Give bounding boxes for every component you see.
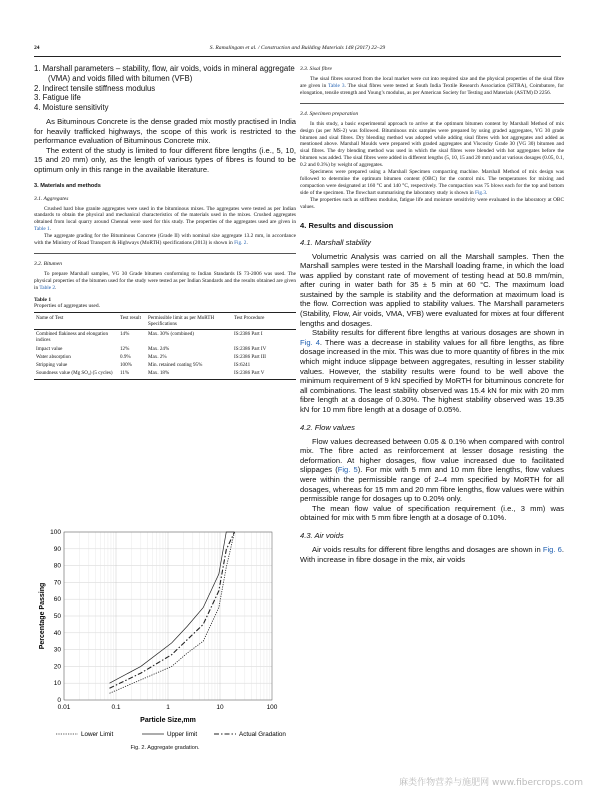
table-header: Permissible limit as per MoRTH Specifications	[146, 312, 232, 329]
figure-link[interactable]: Fig. 4	[300, 337, 320, 347]
table-row: Stripping value 100% Min. retained coating 95% IS:6241	[36, 361, 251, 368]
divider	[300, 103, 564, 104]
x-axis-label: Particle Size,mm	[140, 717, 196, 724]
journal-citation: S. Ramalingam et al. / Construction and Building Materials 148 (2017) 22–29	[209, 45, 386, 51]
right-column	[300, 62, 564, 564]
y-tick-label: 40	[53, 629, 61, 637]
y-tick-label: 60	[53, 596, 61, 604]
table-link[interactable]: Table 1	[34, 226, 50, 233]
aggregates-table	[34, 312, 296, 381]
list-item: 4. Moisture sensitivity	[34, 103, 109, 113]
figure-link[interactable]: Fig. 5	[337, 465, 358, 475]
subsection-heading: 4.2. Flow values	[300, 422, 355, 432]
y-tick-label: 20	[53, 663, 61, 671]
subsection-heading: 3.4. Specimen preparation	[300, 110, 359, 117]
paragraph: In this study, a basic experimental approach to arrive at the optimum bitumen content by Marshall Method of mix design (as per MS-2) was followed. Bituminous mix samples were prepared by using graded aggregates, VG 30 grade bitumen and sisal fibres. Dry blending method was adopted while adding sisal fibres with hot aggregates and added as mentioned above. Marshall Moulds were prepared with graded aggregates and Viscosity Grade 30 (VG 30) bitumen and sisal fibres. The dry blending method was used in which the sisal fibres were blended with hot aggregates before the bitumen was added. The sisal fibres were added in different lengths (5, 10, 15 and 20 mm) and at various dosages (0.05, 0.1, 0.2 and 0.3%) by weight of aggregates.	[300, 120, 564, 169]
list-item: 3. Fatigue life	[34, 93, 81, 103]
figure-link[interactable]: Fig. 6	[542, 544, 562, 554]
left-column	[34, 62, 296, 380]
y-tick-label: 10	[53, 680, 61, 688]
y-tick-label: 50	[53, 613, 61, 620]
table-caption	[34, 297, 296, 309]
y-tick-label: 80	[53, 562, 61, 570]
table-row: Impact value 12% Max. 24% IS:2386 Part IV	[36, 345, 267, 352]
x-tick-label: 10	[216, 704, 224, 711]
y-tick-label: 70	[53, 579, 61, 587]
subsection-heading: 4.1. Marshall stability	[300, 237, 371, 247]
paragraph: The extent of the study is limited to four different fibre lengths (i.e., 5, 10, 15 and 20 mm) only, as the length of various types of fibres is found to be optimum only in this range in the available literature.	[34, 145, 296, 174]
table-link[interactable]: Table 3	[328, 82, 345, 89]
table-title: Properties of aggregates used.	[34, 302, 100, 309]
aggregate-gradation-chart	[34, 520, 296, 756]
y-tick-label: 30	[53, 646, 61, 654]
paragraph: The aggregate grading for the Bituminous Concrete (Grade II) with nominal size aggregate 13.2 mm, in accordance with the Ministry of Road Transport & Highways (MoRTH) specifications (2013) is shown in Fig. 2.	[34, 233, 296, 247]
divider	[34, 253, 296, 254]
legend-label: Lower Limit	[81, 731, 114, 738]
subsection-heading: 4.3. Air voids	[300, 530, 344, 540]
y-tick-label: 0	[57, 697, 61, 704]
y-axis-label: Percentage Passing	[39, 582, 46, 650]
watermark: 麻类作物营养与施肥网 www.fibercrops.com	[399, 778, 583, 788]
paragraph: The sisal fibres sourced from the local market were cut into required size and the physical properties of the sisal fibre are given in Table 3. The sisal fibres were tested at South India Textile Research Association (SITRA), Coimbatore, for elongation, tensile strength and Young’s modulus, as per American Society for Testing and Materials (ASTM) D 2256.	[300, 76, 564, 96]
section-heading: 3. Materials and methods	[34, 182, 101, 189]
subsection-heading: 3.2. Bitumen	[34, 260, 62, 267]
x-tick-label: 0.1	[111, 704, 121, 711]
table-row: Combined flakiness and elongation indices 14% Max. 30% (combined) IS:2386 Part I	[36, 331, 263, 344]
running-header	[34, 42, 561, 57]
figure-link[interactable]: Fig.3	[474, 189, 487, 196]
list-item: 2. Indirect tensile stiffness modulus	[34, 83, 156, 93]
figure-caption: Fig. 2. Aggregate gradation.	[130, 745, 200, 751]
table-header: Name of Test	[34, 312, 118, 329]
series-line	[110, 532, 235, 688]
section-heading: 4. Results and discussion	[300, 220, 394, 230]
series-line	[110, 532, 235, 693]
page-number: 24	[34, 45, 40, 51]
evaluation-list	[34, 64, 296, 113]
subsection-heading: 3.3. Sisal fibre	[300, 66, 332, 72]
paragraph: The mean flow value of specification requirement (i.e., 3 mm) was obtained for mix with 5 mm fibre length at a dosage of 0.10%.	[300, 503, 564, 523]
x-tick-label: 1	[166, 704, 170, 711]
list-item: 1. Marshall parameters – stability, flow, air voids, voids in mineral aggregate (VMA) and voids filled with bitumen (VFB)	[34, 64, 295, 83]
x-tick-label: 100	[266, 704, 278, 711]
paragraph: Crushed hard blue granite aggregates were used in the bituminous mixes. The aggregates were tested as per Indian standards to obtain the physical and mechanical characteristics of the materials used in the mixes. Crushed aggregates obtained from local quarry around Chennai were used for this study. The properties of the aggregates used are given in Table 1.	[34, 205, 296, 233]
paragraph: Air voids results for different fibre lengths and dosages are shown in Fig. 6. With increase in fibre dosage in the mix, air voids	[300, 544, 564, 564]
figure-link[interactable]: Fig. 2	[234, 240, 247, 247]
legend-label: Upper limit	[167, 731, 198, 738]
paragraph: Specimens were prepared using a Marshall Specimen compacting machine. Marshall Method of mix design was followed to determine the optimum bitumen content (OBC) for the control mix. The temperatures for mixing and compaction were designated at 160 °C and 140 °C, respectively. The compaction was 75 blows each for the top and bottom side of the specimen. The flowchart summarising the laboratory study is shown in Fig.3.	[300, 169, 564, 196]
table-label: Table 1	[34, 296, 52, 303]
table-row: Water absorption 0.9% Max. 2% IS:2386 Part III	[36, 353, 266, 360]
table-link[interactable]: Table 2	[39, 284, 56, 291]
y-tick-label: 90	[53, 545, 61, 553]
paragraph: As Bituminous Concrete is the dense graded mix mostly practised in India for heavily trafficked highways, the scope of this work is restricted to the performance evaluation of Bituminous Concrete mix.	[34, 116, 296, 146]
paragraph: Flow values decreased between 0.05 & 0.1% when compared with control mix. The fibre acted as reinforcement at lesser dosage resisting the deformation. At higher dosages, flow value increased due to facilitated slippages (Fig. 5). For mix with 5 mm and 10 mm fibre lengths, flow values were within the permissible range of 2–4 mm specified by MoRTH for all dosages, whereas for 15 mm and 20 mm fibre lengths, flow values were within permissible range for dosages up to 0.20% only.	[300, 436, 564, 504]
paragraph: To prepare Marshall samples, VG 30 Grade bitumen conforming to Indian Standards IS 73-2006 was used. The physical properties of the bitumen used for the study were tested as per Indian Standards and the results obtained are given in Table 2.	[34, 270, 296, 291]
paragraph: The properties such as stiffness modulus, fatigue life and moisture sensitivity were evaluated in the laboratory at OBC values.	[300, 196, 564, 210]
table-header: Test result	[118, 312, 146, 329]
paragraph: Stability results for different fibre lengths at various dosages are shown in Fig. 4. There was a decrease in stability values for all fibre lengths, as fibre dosage increased in the mix. This was due to more quantity of fibres in the mix which might induce slippage between aggregates, resulting in lesser stability values. However, the stability results were found to be well above the minimum requirement of 9 kN specified by MoRTH for bituminous concrete for all combinations. The least stability observed was 15.4 kN for mix with 20 mm fibre length at a dosage of 0.30%. The highest stability observed was 19.35 kN for 10 mm fibre length at a dosage of 0.05%.	[300, 328, 564, 414]
series-line	[110, 532, 235, 683]
x-tick-label: 0.01	[57, 704, 71, 711]
table-header: Test Procedure	[232, 312, 296, 329]
subsection-heading: 3.1. Aggregates	[34, 195, 69, 202]
paragraph: Volumetric Analysis was carried on all the Marshall samples. Then the Marshall samples were tested in the Marshall loading frame, in which the load was applied by constant rate of movement of testing head at 50.8 mm/min, after curing in water bath for 35 ± 5 min at 60 °C. The maximum load sustained by the sample is stability and the deformation at maximum load is the flow. Correction was applied to stability values. The Marshall parameters (Stability, Flow, Air voids, VMA, VFB) were evaluated for mixes at four different lengths and dosages.	[300, 251, 564, 328]
y-tick-label: 100	[50, 529, 61, 536]
table-row: Soundness value (Mg SO₄) (5 cycles) 11% Max. 18% IS:2386 Part V	[34, 369, 296, 380]
legend-label: Actual Gradation	[239, 731, 286, 738]
